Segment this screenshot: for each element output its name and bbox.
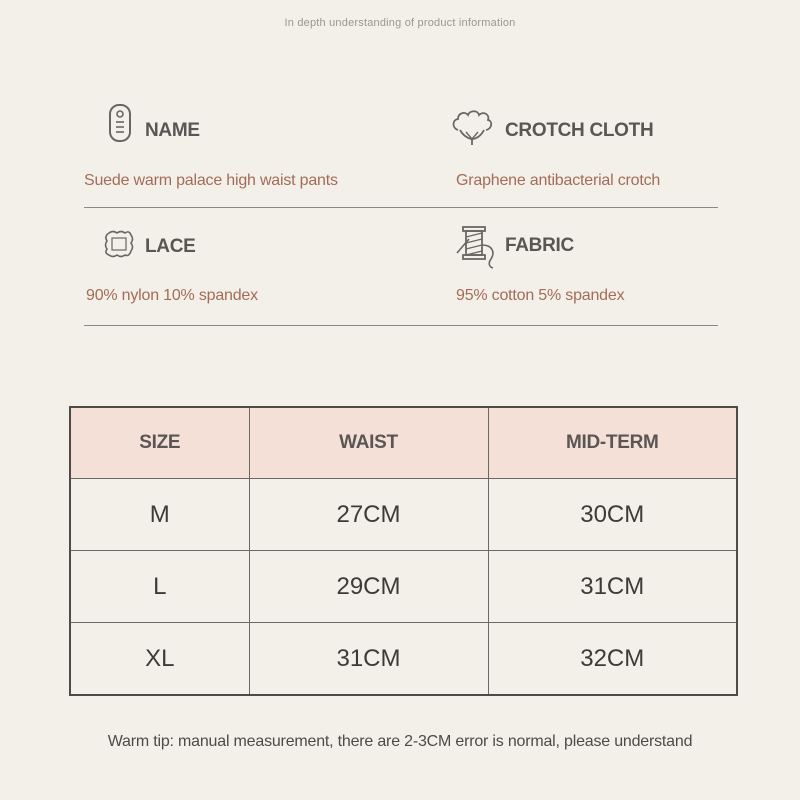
fabric-title: FABRIC: [505, 235, 574, 256]
cell-size: XL: [70, 623, 249, 696]
name-value: Suede warm palace high waist pants: [84, 172, 338, 189]
cotton-flower-icon: [450, 108, 494, 146]
cell-mid-term: 31CM: [488, 551, 737, 623]
header-mid-term: MID-TERM: [488, 407, 737, 479]
header-size: SIZE: [70, 407, 249, 479]
remote-control-icon: [108, 103, 132, 143]
warm-tip-note: Warm tip: manual measurement, there are 2-3CM error is normal, please understand: [107, 733, 693, 750]
size-table: [69, 406, 738, 696]
lace-frame-icon: [103, 229, 135, 259]
page-subtitle: In depth understanding of product information: [284, 17, 516, 29]
crotch-cloth-value: Graphene antibacterial crotch: [456, 172, 661, 189]
header-waist: WAIST: [249, 407, 488, 479]
crotch-cloth-title: CROTCH CLOTH: [505, 120, 654, 141]
cell-mid-term: 30CM: [488, 479, 737, 551]
cell-mid-term: 32CM: [488, 623, 737, 696]
cell-size: M: [70, 479, 249, 551]
lace-title: LACE: [145, 236, 196, 257]
lace-value: 90% nylon 10% spandex: [86, 287, 258, 304]
divider-line-2: [84, 325, 718, 326]
divider-line-1: [84, 207, 718, 208]
table-row: [70, 551, 737, 623]
table-row: [70, 623, 737, 696]
thread-spool-icon: [453, 221, 499, 269]
table-header-row: [70, 407, 737, 479]
cell-waist: 27CM: [249, 479, 488, 551]
fabric-value: 95% cotton 5% spandex: [456, 287, 625, 304]
cell-size: L: [70, 551, 249, 623]
table-row: [70, 479, 737, 551]
name-title: NAME: [145, 120, 200, 141]
cell-waist: 31CM: [249, 623, 488, 696]
cell-waist: 29CM: [249, 551, 488, 623]
